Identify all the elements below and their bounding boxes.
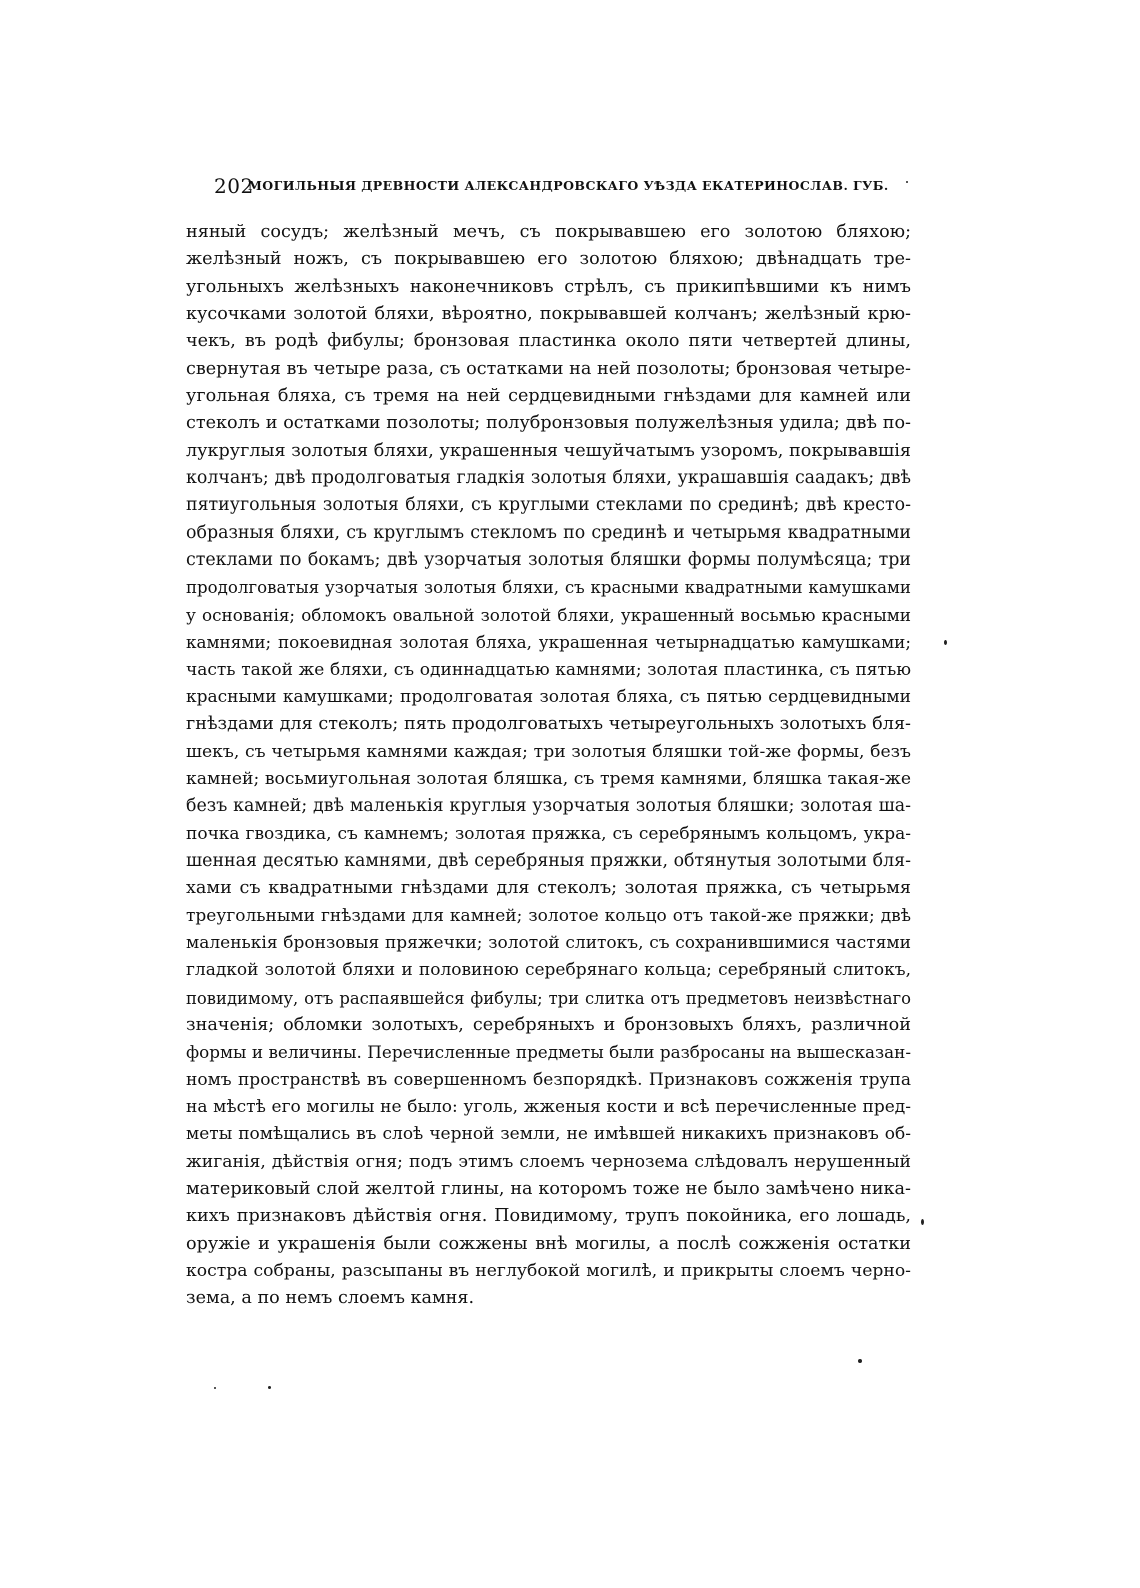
scan-speck bbox=[944, 640, 947, 645]
text-line: красными камушками; продолговатая золотая бляха, съ пятью сердцевидными bbox=[186, 686, 911, 707]
text-line: образныя бляхи, съ круглымъ стекломъ по срединѣ и четырьмя квадратными bbox=[186, 522, 911, 543]
text-line: стеколъ и остатками позолоты; полубронзовыя полужелѣзныя удила; двѣ по- bbox=[186, 413, 911, 434]
text-line: повидимому, отъ распаявшейся фибулы; три слитка отъ предметовъ неизвѣстнаго bbox=[186, 988, 911, 1008]
text-line: часть такой же бляхи, съ одиннадцатью камнями; золотая пластинка, съ пятью bbox=[186, 659, 911, 680]
text-line: чекъ, въ родѣ фибулы; бронзовая пластинка около пяти четвертей длины, bbox=[186, 331, 911, 352]
text-line: жиганія, дѣйствія огня; подъ этимъ слоемъ чернозема слѣдовалъ нерушенный bbox=[186, 1151, 911, 1172]
text-line: почка гвоздика, съ камнемъ; золотая пряжка, съ серебрянымъ кольцомъ, укра- bbox=[186, 823, 911, 844]
text-line: няный сосудъ; желѣзный мечъ, съ покрывавшею его золотою бляхою; bbox=[186, 222, 911, 242]
text-line: лукруглыя золотыя бляхи, украшенныя чешуйчатымъ узоромъ, покрывавшія bbox=[186, 440, 911, 461]
text-line-last: зема, а по немъ слоемъ камня. bbox=[186, 1288, 475, 1309]
text-line: маленькія бронзовыя пряжечки; золотой слитокъ, съ сохранившимися частями bbox=[186, 932, 911, 953]
running-title: МОГИЛЬНЫЯ ДРЕВНОСТИ АЛЕКСАНДРОВСКАГО УѢЗДА ЕКАТЕРИНОСЛАВ. ГУБ. bbox=[248, 178, 889, 193]
scan-speck bbox=[858, 1359, 862, 1363]
text-line: номъ пространствѣ въ совершенномъ безпорядкѣ. Признаковъ сожженія трупа bbox=[186, 1069, 911, 1090]
text-line: значенія; обломки золотыхъ, серебряныхъ и бронзовыхъ бляхъ, различной bbox=[186, 1014, 911, 1035]
text-line: камней; восьмиугольная золотая бляшка, съ тремя камнями, бляшка такая-же bbox=[186, 768, 911, 789]
text-line: шенная десятью камнями, двѣ серебряныя пряжки, обтянутыя золотыми бля- bbox=[186, 850, 911, 871]
text-line: хами съ квадратными гнѣздами для стеколъ; золотая пряжка, съ четырьмя bbox=[186, 878, 911, 899]
text-line: безъ камней; двѣ маленькія круглыя узорчатыя золотыя бляшки; золотая ша- bbox=[186, 796, 911, 817]
text-line: оружіе и украшенія были сожжены внѣ могилы, а послѣ сожженія остатки bbox=[186, 1233, 911, 1254]
text-line: гладкой золотой бляхи и половиною серебрянаго кольца; серебряный слитокъ, bbox=[186, 960, 911, 981]
text-line: колчанъ; двѣ продолговатыя гладкія золотыя бляхи, украшавшія саадакъ; двѣ bbox=[186, 468, 911, 489]
scan-speck bbox=[214, 1387, 216, 1389]
text-line: треугольными гнѣздами для камней; золотое кольцо отъ такой-же пряжки; двѣ bbox=[186, 905, 911, 926]
text-line: шекъ, съ четырьмя камнями каждая; три золотыя бляшки той-же формы, безъ bbox=[186, 741, 911, 762]
text-line: кусочками золотой бляхи, вѣроятно, покрывавшей колчанъ; желѣзный крю- bbox=[186, 304, 911, 325]
text-line: материковый слой желтой глины, на которомъ тоже не было замѣчено ника- bbox=[186, 1179, 911, 1200]
page-number: 202 bbox=[214, 174, 254, 198]
body-text bbox=[186, 219, 911, 1313]
text-line: камнями; покоевидная золотая бляха, украшенная четырнадцатью камушками; bbox=[186, 632, 911, 653]
scan-speck bbox=[921, 1219, 924, 1225]
text-line: костра собраны, разсыпаны въ неглубокой могилѣ, и прикрыты слоемъ черно- bbox=[186, 1261, 911, 1282]
text-line: пятиугольныя золотыя бляхи, съ круглыми стеклами по срединѣ; двѣ кресто- bbox=[186, 495, 911, 516]
text-line: угольная бляха, съ тремя на ней сердцевидными гнѣздами для камней или bbox=[186, 386, 911, 407]
text-line: меты помѣщались въ слоѣ черной земли, не имѣвшей никакихъ признаковъ об- bbox=[186, 1124, 911, 1145]
text-line: формы и величины. Перечисленные предметы были разбросаны на вышесказан- bbox=[186, 1042, 911, 1063]
text-line: у основанія; обломокъ овальной золотой бляхи, украшенный восьмью красными bbox=[186, 604, 911, 625]
text-line: угольныхъ желѣзныхъ наконечниковъ стрѣлъ, съ прикипѣвшими къ нимъ bbox=[186, 276, 911, 297]
text-line: гнѣздами для стеколъ; пять продолговатыхъ четыреугольныхъ золотыхъ бля- bbox=[186, 714, 911, 735]
scan-speck bbox=[268, 1386, 271, 1389]
scan-speck bbox=[906, 181, 908, 183]
text-line: свернутая въ четыре раза, съ остатками на ней позолоты; бронзовая четыре- bbox=[186, 358, 911, 379]
text-line: на мѣстѣ его могилы не было: уголь, жженыя кости и всѣ перечисленные пред- bbox=[186, 1097, 911, 1117]
text-line: стеклами по бокамъ; двѣ узорчатыя золотыя бляшки формы полумѣсяца; три bbox=[186, 550, 911, 571]
text-line: кихъ признаковъ дѣйствія огня. Повидимому, трупъ покойника, его лошадь, bbox=[186, 1206, 911, 1227]
text-line: желѣзный ножъ, съ покрывавшею его золотою бляхою; двѣнадцать тре- bbox=[186, 249, 911, 270]
running-head bbox=[214, 176, 904, 196]
text-line: продолговатыя узорчатыя золотыя бляхи, съ красными квадратными камушками bbox=[186, 578, 911, 598]
